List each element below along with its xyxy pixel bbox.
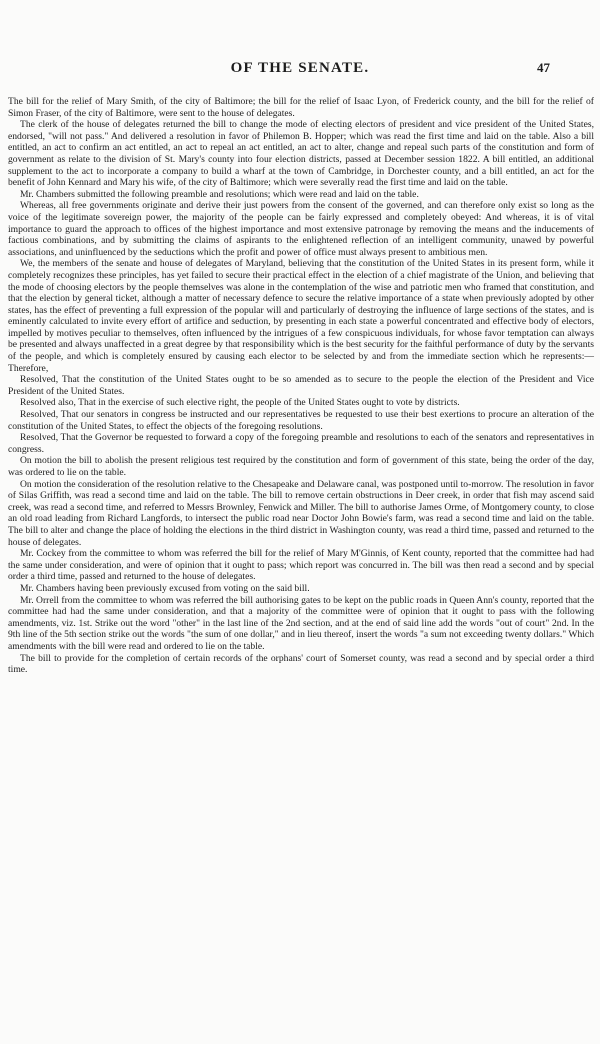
page-number: 47 [537,60,550,75]
paragraph: Resolved, That our senators in congress be instructed and our representatives be requested to use their best exertions to procure an alteration of the constitution of the United States, to effect the objects of the foregoing resolutions. [8,409,594,432]
paragraph: Mr. Orrell from the committee to whom was referred the bill authorising gates to be kept on the public roads in Queen Ann's county, reported that the committee had had the same under consideration, and that a majority of the committee were of opinion that it ought to pass with the following amendments, viz. 1st. Strike out the word "other" in the last line of the 2nd section, and at the end of said line add the words "out of court" 2nd. In the 9th line of the 5th section strike out the words "the sum of one dollar," and in lieu thereof, insert the words "a sum not exceeding twenty dollars." Which amendments with the bill were read and ordered to lie on the table. [8,594,594,652]
paragraph: Resolved, That the Governor be requested to forward a copy of the foregoing preamble and resolutions to each of the senators and representatives in congress. [8,432,594,455]
paragraph: Mr. Chambers having been previously excused from voting on the said bill. [20,582,310,594]
paragraph: The bill for the relief of Mary Smith, of the city of Baltimore; the bill for the relief of Isaac Lyon, of Frederick county, and the bill for the relief of Simon Fraser, of the city of Baltimore, were sent to the house of delegates. [8,96,594,119]
paragraph: On motion the bill to abolish the present religious test required by the constitution and form of government of this state, being the order of the day, was ordered to lie on the table. [8,455,594,478]
body-text [8,96,594,676]
paragraph: On motion the consideration of the resolution relative to the Chesapeake and Delaware canal, was postponed until to-morrow. The resolution in favor of Silas Griffith, was read a second time and laid on the table. The bill to remove certain obstructions in Deer creek, in order that fish may ascend said creek, was read a second time, and referred to Messrs Brownley, Fenwick and Miller. The bill to authorise James Orme, of Montgomery county, to close an old road leading from Richard Langfords, to intersect the public road near Doctor John Bowie's farm, was read a second time and laid on the table. The bill to alter and change the place of holding the elections in the third district in Washington county, was read a third time, passed and returned to the house of delegates. [8,478,594,548]
paragraph: Resolved, That the constitution of the United States ought to be so amended as to secure to the people the election of the President and Vice President of the United States. [8,374,594,397]
paragraph: The clerk of the house of delegates returned the bill to change the mode of electing electors of president and vice president of the United States, endorsed, "will not pass." And delivered a resolution in favor of Philemon B. Hopper; which was read the first time and laid on the table. Also a bill entitled, an act to confirm an act entitled, an act to repeal an act entitled, an act to alter, change and repeal such parts of the constitution and form of government as relate to the division of St. Mary's county into four election districts, passed at December session 1822. A bill entitled, an additional supplement to the act to incorporate a company to build a wharf at the town of Cambridge, in Dorchester county, and a bill entitled, an act for the benefit of John Kennard and Mary his wife, of the city of Baltimore; which were severally read the first time and laid on the table. [8,119,594,189]
paragraph: Mr. Cockey from the committee to whom was referred the bill for the relief of Mary M'Ginnis, of Kent county, reported that the committee had had the same under consideration, and were of opinion that it ought to pass; which report was concurred in. The bill was then read a second and by special order a third time, passed and returned to the house of delegates. [8,548,594,583]
paragraph: We, the members of the senate and house of delegates of Maryland, believing that the constitution of the United States in its present form, while it completely recognizes these principles, has yet failed to secure their practical effect in the election of a chief magistrate of the Union, and believing that the mode of choosing electors by the people themselves was alone in the contemplation of the wise and patriotic men who framed that constitution, and that the election by general ticket, although a matter of necessary defence to secure the relative importance of a state when previously adopted by other states, has the effect of preventing a full expression of the popular will and particularly of destroying the influence of large sections of the states, and is eminently calculated to invite every effort of artifice and seduction, by presenting in each state a powerful concentrated and effective body of electors, impelled by motives peculiar to themselves, often influenced by the intrigues of a few conspicuous individuals, for whose favor temptation can always be presented and always unaffected in a great degree by that responsibility which is the best security for the faithful performance of duty by the servants of the people, and which is completely ensured by causing each elector to be selected by and from the immediate section which he represents:—Therefore, [8,258,594,374]
page-title: OF THE SENATE. [230,60,370,76]
paragraph: The bill to provide for the completion of certain records of the orphans' court of Somerset county, was read a second and by special order a third time. [8,652,594,676]
paragraph: Mr. Chambers submitted the following preamble and resolutions; which were read and laid on the table. [20,188,419,200]
paragraph: Resolved also, That in the exercise of such elective right, the people of the United States ought to vote by districts. [20,397,460,409]
paragraph: Whereas, all free governments originate and derive their just powers from the consent of the governed, and can therefore only exist so long as the voice of the legitimate sovereign power, the majority of the people can be fairly expressed and completely obeyed: And whereas, it is of vital importance to guard the approach to offices of the highest importance and most extensive patronage by removing the means and the inducements of factious combinations, and by submitting the claims of aspirants to the enlightened reflection of an intelligent community, unawed by powerful associations, and uninfluenced by the seductions which the profit and power of office must always present to ambitious men. [8,200,594,258]
